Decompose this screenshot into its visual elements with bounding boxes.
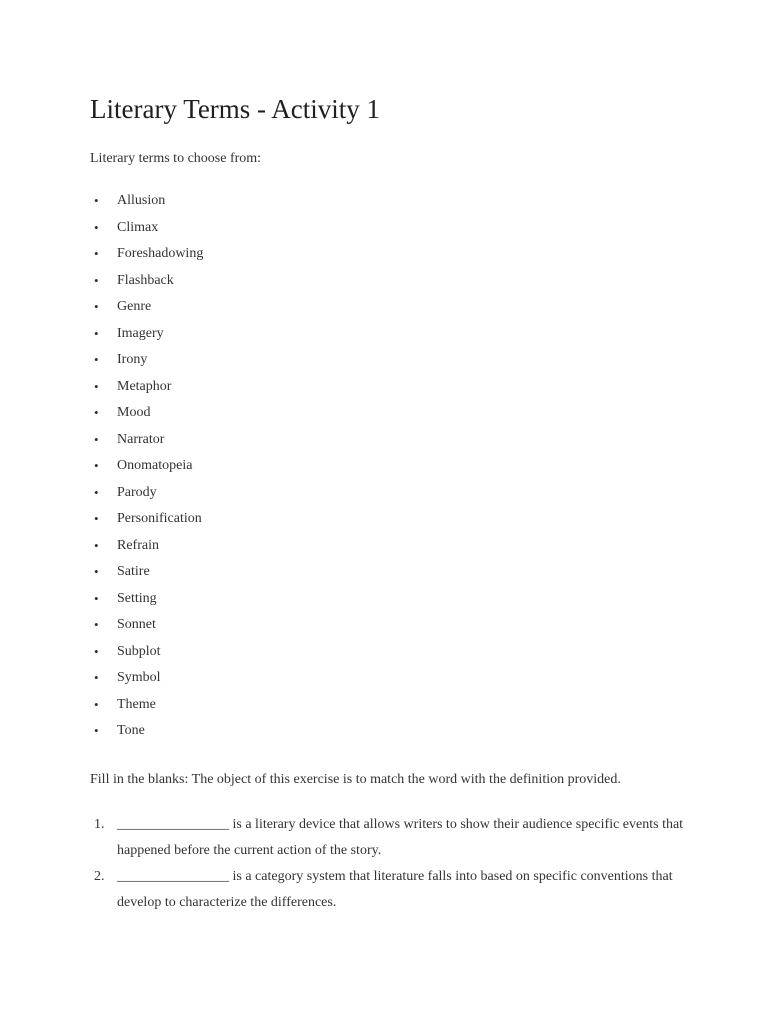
list-item: [90, 692, 203, 719]
bullet-icon: •: [94, 696, 99, 712]
question-text: is a literary device that allows writers to show their audience specific events that happened before the current action of the story.: [117, 817, 684, 858]
bullet-icon: •: [94, 484, 99, 500]
bullet-icon: •: [94, 219, 99, 235]
term-label: Allusion: [117, 193, 166, 208]
list-item: [90, 586, 203, 613]
term-label: Refrain: [117, 537, 159, 553]
bullet-icon: •: [94, 272, 99, 288]
question-number: 2.: [94, 869, 105, 884]
term-label: Sonnet: [117, 617, 156, 632]
bullet-icon: •: [94, 299, 99, 314]
list-item: [90, 718, 203, 745]
term-label: Satire: [117, 564, 150, 579]
term-label: Genre: [117, 299, 152, 314]
bullet-icon: •: [94, 537, 99, 553]
bullet-icon: •: [94, 325, 99, 341]
list-item: [90, 506, 203, 533]
instructions-text: Fill in the blanks: The object of this exercise is to match the word with the definition provided.: [90, 772, 621, 787]
list-item: [90, 241, 203, 268]
list-item: [90, 347, 203, 374]
bullet-icon: •: [94, 431, 99, 447]
term-label: Personification: [117, 511, 202, 526]
bullet-icon: •: [94, 246, 99, 261]
question-item: [90, 812, 690, 864]
list-item: [90, 612, 203, 639]
list-item: [90, 639, 203, 666]
term-label: Symbol: [117, 670, 161, 685]
list-item: [90, 188, 203, 215]
bullet-icon: •: [94, 564, 99, 579]
answer-blank[interactable]: ________________: [117, 869, 229, 884]
list-item: [90, 480, 203, 507]
list-item: [90, 533, 203, 560]
term-label: Irony: [117, 352, 148, 367]
bullet-icon: •: [94, 723, 99, 738]
list-item: [90, 294, 203, 321]
bullet-icon: •: [94, 617, 99, 632]
term-label: Climax: [117, 219, 159, 235]
page-title: Literary Terms - Activity 1: [90, 94, 381, 124]
list-item: [90, 665, 203, 692]
list-item: [90, 215, 203, 242]
bullet-icon: •: [94, 378, 99, 394]
terms-list: [90, 188, 203, 745]
term-label: Onomatopeia: [117, 458, 193, 473]
bullet-icon: •: [94, 352, 99, 367]
list-item: [90, 321, 203, 348]
list-item: [90, 400, 203, 427]
question-item: [90, 864, 690, 916]
bullet-icon: •: [94, 458, 99, 473]
term-label: Setting: [117, 590, 157, 606]
bullet-icon: •: [94, 193, 99, 208]
bullet-icon: •: [94, 643, 99, 659]
bullet-icon: •: [94, 670, 99, 685]
term-label: Flashback: [117, 272, 174, 288]
question-number: 1.: [94, 817, 105, 832]
term-label: Imagery: [117, 325, 164, 341]
list-item: [90, 559, 203, 586]
list-item: [90, 374, 203, 401]
intro-text: Literary terms to choose from:: [90, 151, 262, 166]
questions-list: [90, 812, 690, 916]
term-label: Foreshadowing: [117, 246, 204, 261]
term-label: Subplot: [117, 643, 161, 659]
list-item: [90, 427, 203, 454]
answer-blank[interactable]: ________________: [117, 817, 229, 832]
bullet-icon: •: [94, 405, 99, 420]
question-text: is a category system that literature falls into based on specific conventions that develop to characterize the differences.: [117, 869, 673, 910]
term-label: Mood: [117, 405, 151, 420]
bullet-icon: •: [94, 511, 99, 526]
term-label: Parody: [117, 484, 157, 500]
term-label: Metaphor: [117, 378, 172, 394]
list-item: [90, 268, 203, 295]
term-label: Theme: [117, 696, 156, 712]
term-label: Narrator: [117, 431, 165, 447]
term-label: Tone: [117, 723, 145, 738]
bullet-icon: •: [94, 590, 99, 606]
list-item: [90, 453, 203, 480]
